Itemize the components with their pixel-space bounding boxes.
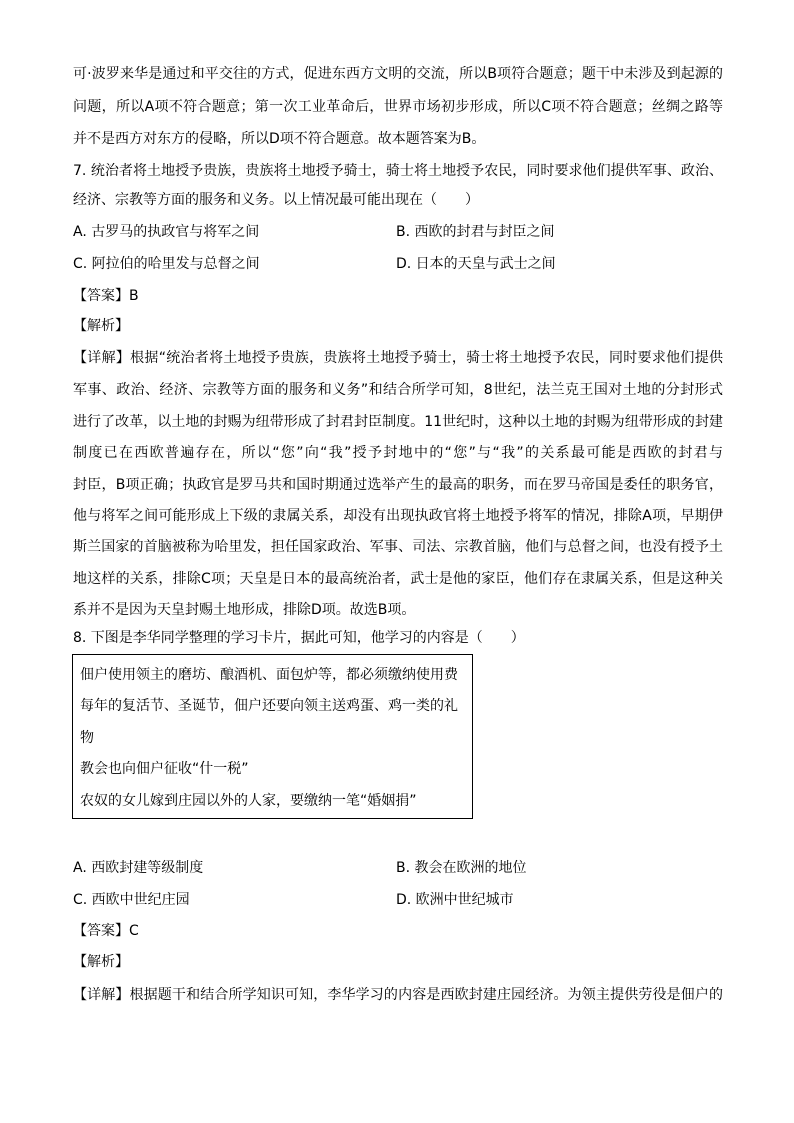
study-card-line-2: 每年的复活节、圣诞节，佃户还要向领主送鸡蛋、鸡一类的礼 [80, 698, 458, 714]
q7-detail-line-3: 进行了改革，以土地的封赐为纽带形成了封君封臣制度。11世纪时，这种以土地的封赐为纽带形成的封建 [73, 414, 723, 430]
q7-option-b: B. 西欧的封君与封臣之间 [396, 224, 555, 240]
q7-option-d: D. 日本的天皇与武士之间 [396, 256, 556, 272]
q7-answer: 【答案】B [73, 288, 139, 304]
q8-option-b: B. 教会在欧洲的地位 [396, 860, 527, 876]
q7-stem-line-1: 7. 统治者将土地授予贵族，贵族将土地授予骑士，骑士将土地授予农民，同时要求他们提供军事、政治、 [73, 163, 723, 179]
intro-line-2: 问题，所以A项不符合题意；第一次工业革命后，世界市场初步形成，所以C项不符合题意；丝绸之路等 [73, 99, 723, 115]
q7-detail-line-9: 系并不是因为天皇封赐土地形成，排除D项。故选B项。 [73, 602, 416, 618]
q7-option-c: C. 阿拉伯的哈里发与总督之间 [73, 256, 260, 272]
study-card-line-5: 农奴的女儿嫁到庄园以外的人家，要缴纳一笔“婚姻捐” [80, 793, 417, 809]
q8-detail-line-1: 【详解】根据题干和结合所学知识可知，李华学习的内容是西欧封建庄园经济。为领主提供劳役是佃户的 [73, 987, 723, 1003]
q7-detail-line-4: 制度已在西欧普遍存在，所以“您”向“我”授予封地中的“您”与“我”的关系最可能是西欧的封君与 [73, 445, 723, 461]
q7-detail-line-1: 【详解】根据“统治者将土地授予贵族，贵族将土地授予骑士，骑士将土地授予农民，同时要求他们提供 [73, 350, 723, 366]
q8-analysis-label: 【解析】 [73, 954, 129, 970]
q8-option-a: A. 西欧封建等级制度 [73, 860, 204, 876]
study-card-line-3: 物 [80, 730, 94, 746]
q7-stem-line-2: 经济、宗教等方面的服务和义务。以上情况最可能出现在（ ） [73, 192, 479, 208]
q8-option-c: C. 西欧中世纪庄园 [73, 892, 190, 908]
intro-line-3: 并不是西方对东方的侵略，所以D项不符合题意。故本题答案为B。 [73, 131, 486, 147]
q7-detail-line-7: 斯兰国家的首脑被称为哈里发，担任国家政治、军事、司法、宗教首脑，他们与总督之间，也没有授予土 [73, 539, 723, 555]
q8-option-d: D. 欧洲中世纪城市 [396, 892, 514, 908]
q7-detail-line-8: 地这样的关系，排除C项；天皇是日本的最高统治者，武士是他的家臣，他们存在隶属关系，但是这种关 [73, 571, 723, 587]
q7-analysis-label: 【解析】 [73, 318, 129, 334]
q7-option-a: A. 古罗马的执政官与将军之间 [73, 224, 260, 240]
q8-stem: 8. 下图是李华同学整理的学习卡片，据此可知，他学习的内容是（ ） [73, 630, 525, 646]
q7-detail-line-6: 他与将军之间可能形成上下级的隶属关系，却没有出现执政官将土地授予将军的情况，排除A项，早期伊 [73, 508, 723, 524]
study-card [72, 654, 473, 819]
study-card-line-1: 佃户使用领主的磨坊、酿酒机、面包炉等，都必须缴纳使用费 [80, 667, 458, 683]
q7-detail-line-5: 封臣，B项正确；执政官是罗马共和国时期通过选举产生的最高的职务，而在罗马帝国是委任的职务官， [73, 477, 723, 493]
study-card-line-4: 教会也向佃户征收“什一税” [80, 761, 249, 777]
intro-line-1: 可·波罗来华是通过和平交往的方式，促进东西方文明的交流，所以B项符合题意；题干中未涉及到起源的 [73, 66, 723, 82]
q8-answer: 【答案】C [73, 923, 139, 939]
q7-detail-line-2: 军事、政治、经济、宗教等方面的服务和义务”和结合所学可知，8世纪，法兰克王国对土地的分封形式 [73, 382, 723, 398]
